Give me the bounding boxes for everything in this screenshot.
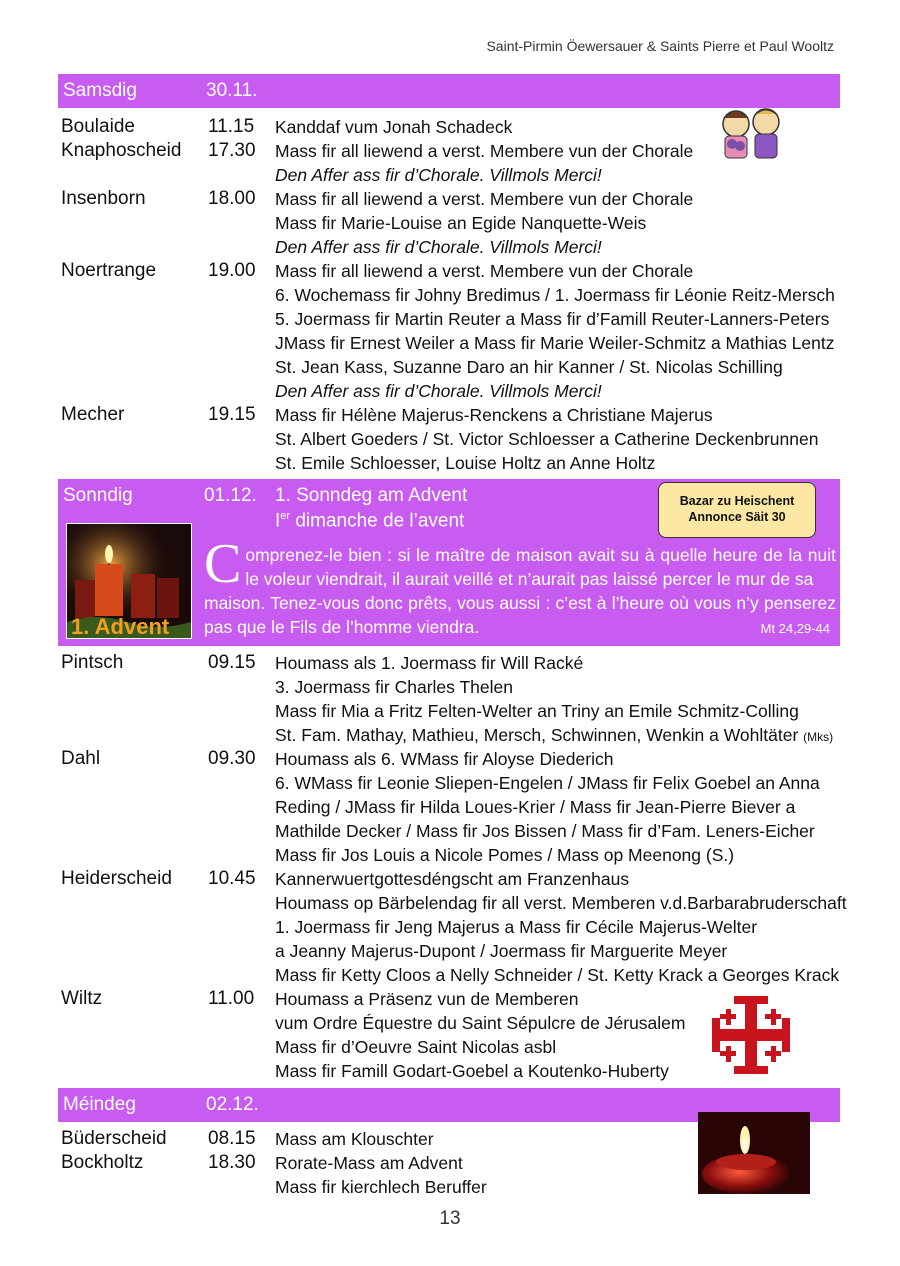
time: 19.00 [208,260,256,281]
mass-line: Mass fir Hélène Majerus-Renckens a Christiane Majerus [275,405,713,425]
place: Insenborn [61,188,146,209]
time: 10.45 [208,868,256,889]
mass-line: St. Jean Kass, Suzanne Daro an hir Kanner / St. Nicolas Schilling [275,357,783,377]
mass-line: Mass fir kierchlech Beruffer [275,1177,487,1197]
feast-subtitle: Ier dimanche de l’avent [275,510,465,532]
mass-line: 6. Wochemass fir Johny Bredimus / 1. Joermass fir Léonie Reitz-Mersch [275,285,835,305]
advent-label: 1. Advent [71,614,170,638]
advent-candles-image [66,523,192,639]
mass-line: Mass fir all liewend a verst. Membere vun der Chorale [275,189,694,209]
mass-line: Mass fir d’Oeuvre Saint Nicolas asbl [275,1037,557,1057]
time: 18.00 [208,188,256,209]
mass-line: Mass am Klouschter [275,1129,434,1149]
mass-line: Mass fir Ketty Cloos a Nelly Schneider / St. Ketty Krack a Georges Krack [275,965,840,985]
mass-line: Den Affer ass fir d’Chorale. Villmols Merci! [275,165,602,185]
mass-line: 6. WMass fir Leonie Sliepen-Engelen / JMass fir Felix Goebel an Anna [275,773,820,793]
date-label: 01.12. [204,485,257,506]
mass-line: Mass fir Marie-Louise an Egide Nanquette-Weis [275,213,647,233]
time: 09.15 [208,652,256,673]
mass-line: Mathilde Decker / Mass fir Jos Bissen / Mass fir d’Fam. Leners-Eicher [275,821,815,841]
time: 19.15 [208,404,256,425]
gospel-reference: Mt 24,29-44 [760,621,830,636]
day-label: Samsdig [63,80,137,101]
day-label: Méindeg [63,1094,136,1115]
time: 11.15 [208,116,255,137]
time: 18.30 [208,1152,256,1173]
sunday-band [58,479,840,646]
mass-line: Den Affer ass fir d’Chorale. Villmols Merci! [275,237,602,257]
mass-line: Mass fir all liewend a verst. Membere vun der Chorale [275,261,694,281]
mass-line: 1. Joermass fir Jeng Majerus a Mass fir Cécile Majerus-Welter [275,917,758,937]
page-number: 13 [439,1208,461,1229]
mass-line: Mass fir Jos Louis a Nicole Pomes / Mass op Meenong (S.) [275,845,735,865]
mass-line: Houmass op Bärbelendag fir all verst. Memberen v.d.Barbarabruderschaft [275,893,847,913]
saturday-band [58,74,840,108]
mass-line: vum Ordre Équestre du Saint Sépulcre de Jérusalem [275,1013,686,1033]
gospel-quote-continued: maison. Tenez-vous donc prêts, vous aussi : c’est à l’heure où vous n’y penserez pas que le Fils de l’homme viendra. [204,593,836,637]
jerusalem-cross-icon [708,994,794,1076]
place: Heiderscheid [61,868,172,889]
mass-line: Den Affer ass fir d’Chorale. Villmols Merci! [275,381,602,401]
mass-line: a Jeanny Majerus-Dupont / Joermass fir Marguerite Meyer [275,941,728,961]
place: Büderscheid [61,1128,167,1149]
mass-line: Rorate-Mass am Advent [275,1153,463,1173]
mass-line: Houmass als 6. WMass fir Aloyse Diederich [275,749,614,769]
bazar-notice: Bazar zu Heischent Annonce Säit 30 [658,482,816,538]
place: Wiltz [61,988,103,1009]
mass-line: St. Albert Goeders / St. Victor Schloesser a Catherine Deckenbrunnen [275,429,819,449]
mass-line: Mass fir all liewend a verst. Membere vun der Chorale [275,141,694,161]
place: Mecher [61,404,125,425]
date-label: 30.11. [206,80,258,101]
place: Pintsch [61,652,124,673]
feast-title: 1. Sonndeg am Advent [275,485,468,506]
children-clipart-icon [716,106,786,162]
time: 09.30 [208,748,256,769]
place: Bockholtz [61,1152,144,1173]
mass-line: 5. Joermass fir Martin Reuter a Mass fir d’Famill Reuter-Lanners-Peters [275,309,830,329]
mass-line: Kanddaf vum Jonah Schadeck [275,117,513,137]
header-text: Saint-Pirmin Öewersauer & Saints Pierre et Paul Wooltz [486,38,834,54]
place: Noertrange [61,260,157,281]
mass-line: JMass fir Ernest Weiler a Mass fir Marie Weiler-Schmitz a Mathias Lentz [275,333,835,353]
mass-line: Houmass als 1. Joermass fir Will Racké [275,653,584,673]
mass-line: 3. Joermass fir Charles Thelen [275,677,513,697]
mass-line: Houmass a Präsenz vun de Memberen [275,989,579,1009]
gospel-quote: Comprenez-le bien : si le maître de maison avait su à quelle heure de la nuit le voleur viendrait, il aurait veillé et n’aurait pas laissé percer le mur de sa [204,533,836,595]
place: Knaphoscheid [61,140,182,161]
time: 08.15 [208,1128,256,1149]
red-candle-image [698,1112,810,1194]
mass-line: Mass fir Famill Godart-Goebel a Koutenko-Huberty [275,1061,669,1081]
mass-line: St. Emile Schloesser, Louise Holtz an Anne Holtz [275,453,656,473]
day-label: Sonndig [63,485,133,506]
place: Dahl [61,748,101,769]
place: Boulaide [61,116,135,137]
mass-line: Mass fir Mia a Fritz Felten-Welter an Triny an Emile Schmitz-Colling [275,701,799,721]
time: 11.00 [208,988,255,1009]
time: 17.30 [208,140,256,161]
mass-line: Reding / JMass fir Hilda Loues-Krier / Mass fir Jean-Pierre Biever a [275,797,796,817]
mass-line: Kannerwuertgottesdéngscht am Franzenhaus [275,869,630,889]
mass-line: St. Fam. Mathay, Mathieu, Mersch, Schwinnen, Wenkin a Wohltäter (Mks) [275,725,834,745]
date-label: 02.12. [206,1094,259,1115]
